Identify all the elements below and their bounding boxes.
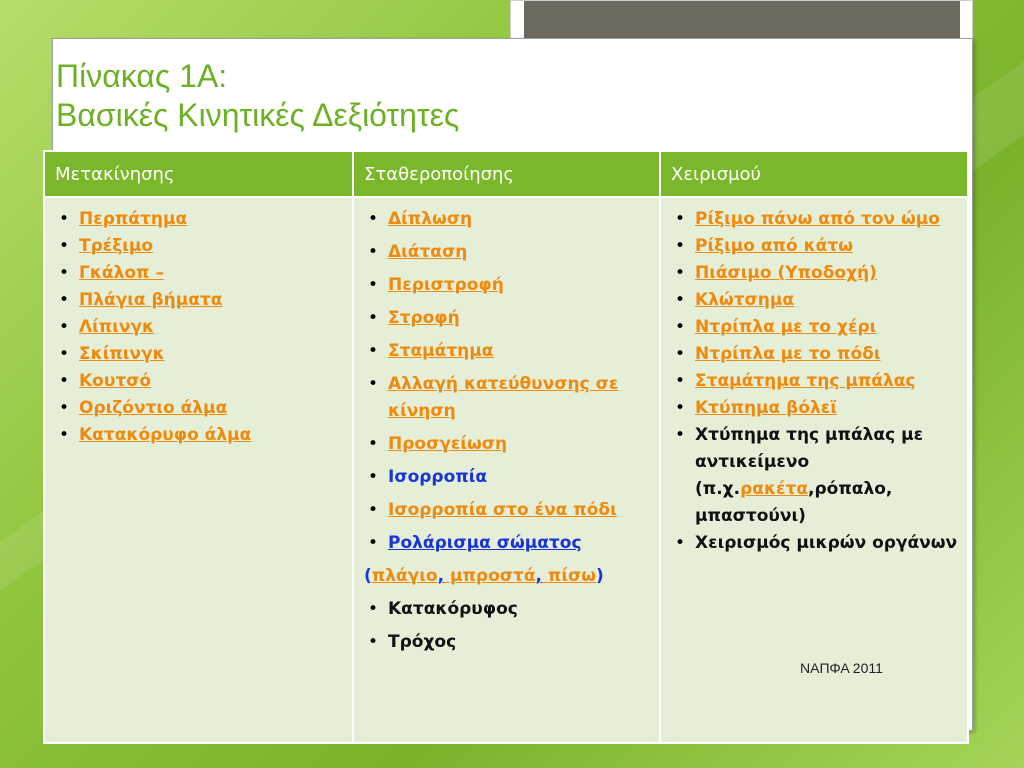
list-item bbox=[364, 497, 651, 524]
skill-link-volley[interactable]: Κτύπημα βόλεϊ bbox=[695, 398, 837, 418]
skill-strike-post: ,ρόπαλο, μπαστούνι) bbox=[695, 479, 893, 526]
skill-link-ball-stopping[interactable]: Σταμάτημα της μπάλας bbox=[695, 371, 916, 391]
skill-link-vertical-jump[interactable]: Κατακόρυφο άλμα bbox=[79, 425, 252, 445]
skill-link-rotation[interactable]: Περιστροφή bbox=[388, 275, 504, 295]
list-item bbox=[671, 260, 959, 287]
slide-title bbox=[56, 57, 459, 135]
list-item bbox=[364, 338, 651, 365]
skill-link-leaping[interactable]: Λίπινγκ bbox=[79, 317, 155, 337]
locomotion-list bbox=[55, 206, 344, 449]
skill-small-tools: Χειρισμός μικρών οργάνων bbox=[695, 533, 958, 553]
skill-wheel: Τρόχος bbox=[388, 632, 457, 652]
list-item bbox=[364, 530, 651, 557]
skill-link-side-steps[interactable]: Πλάγια βήματα bbox=[79, 290, 223, 310]
skill-balance: Ισορροπία bbox=[388, 467, 488, 487]
roll-side-link[interactable]: πλάγιο bbox=[371, 566, 438, 586]
list-item bbox=[55, 341, 344, 368]
header-locomotion: Μετακίνησης bbox=[44, 151, 353, 197]
roll-directions-line bbox=[364, 563, 651, 590]
list-item bbox=[671, 530, 959, 557]
list-item bbox=[671, 341, 959, 368]
skill-link-landing[interactable]: Προσγείωση bbox=[388, 434, 508, 454]
skill-link-body-roll[interactable]: Ρολάρισμα σώματος bbox=[388, 533, 582, 553]
skill-vertical: Κατακόρυφος bbox=[388, 599, 518, 619]
skill-link-overhand-throw[interactable]: Ρίξιμο πάνω από τον ώμο bbox=[695, 209, 940, 229]
skill-link-stretching[interactable]: Διάταση bbox=[388, 242, 468, 262]
stability-list bbox=[364, 206, 651, 557]
skill-link-underhand-throw[interactable]: Ρίξιμο από κάτω bbox=[695, 236, 853, 256]
skill-link-stopping[interactable]: Σταμάτημα bbox=[388, 341, 494, 361]
skill-link-foot-dribble[interactable]: Ντρίπλα με το πόδι bbox=[695, 344, 881, 364]
title-line-2: Βασικές Κινητικές Δεξιότητες bbox=[56, 97, 460, 133]
list-item bbox=[55, 233, 344, 260]
skill-link-bending[interactable]: Δίπλωση bbox=[388, 209, 473, 229]
list-item bbox=[671, 206, 959, 233]
cell-locomotion bbox=[44, 197, 353, 743]
list-item bbox=[671, 314, 959, 341]
comma: , bbox=[535, 566, 542, 586]
list-item bbox=[55, 314, 344, 341]
table-header-row bbox=[44, 151, 968, 197]
list-item bbox=[671, 233, 959, 260]
skill-link-horizontal-jump[interactable]: Οριζόντιο άλμα bbox=[79, 398, 228, 418]
list-item bbox=[364, 272, 651, 299]
list-item bbox=[671, 422, 959, 530]
list-item bbox=[671, 368, 959, 395]
list-item bbox=[671, 395, 959, 422]
skill-strike-pre: Χτύπημα της μπάλας με αντικείμενο (π.χ. bbox=[695, 425, 924, 499]
paren-close: ) bbox=[596, 566, 604, 586]
list-item bbox=[364, 431, 651, 458]
racket-link[interactable]: ρακέτα bbox=[740, 479, 809, 499]
list-item bbox=[364, 239, 651, 266]
comma: , bbox=[437, 566, 445, 586]
list-item bbox=[671, 287, 959, 314]
list-item bbox=[55, 260, 344, 287]
skill-link-one-foot-balance[interactable]: Ισορροπία στο ένα πόδι bbox=[388, 500, 617, 520]
roll-back-link[interactable]: πίσω bbox=[542, 566, 597, 586]
list-item bbox=[364, 371, 651, 425]
manipulation-list bbox=[671, 206, 959, 557]
list-item bbox=[55, 206, 344, 233]
skill-link-change-direction[interactable]: Αλλαγή κατεύθυνσης σε κίνηση bbox=[388, 374, 619, 421]
paren-open: ( bbox=[364, 566, 372, 586]
header-manipulation: Χειρισμού bbox=[660, 151, 968, 197]
skill-link-walking[interactable]: Περπάτημα bbox=[79, 209, 188, 229]
skill-link-skipping[interactable]: Σκίπινγκ bbox=[79, 344, 165, 364]
skill-link-gallop[interactable]: Γκάλοπ – bbox=[79, 263, 164, 283]
skill-link-kicking[interactable]: Κλώτσημα bbox=[695, 290, 795, 310]
cell-stability bbox=[353, 197, 660, 743]
list-item bbox=[55, 422, 344, 449]
list-item bbox=[364, 596, 651, 623]
skill-link-hopping[interactable]: Κουτσό bbox=[79, 371, 152, 391]
list-item bbox=[55, 395, 344, 422]
list-item bbox=[364, 629, 651, 656]
skills-table bbox=[43, 150, 969, 744]
title-line-1: Πίνακας 1Α: bbox=[56, 58, 228, 94]
list-item bbox=[364, 464, 651, 491]
credit-text: ΝΑΠΦΑ 2011 bbox=[800, 660, 883, 676]
header-stability: Σταθεροποίησης bbox=[353, 151, 660, 197]
roll-forward-link[interactable]: μπροστά bbox=[444, 566, 536, 586]
skill-link-hand-dribble[interactable]: Ντρίπλα με το χέρι bbox=[695, 317, 877, 337]
skill-link-turning[interactable]: Στροφή bbox=[388, 308, 460, 328]
skill-link-running[interactable]: Τρέξιμο bbox=[79, 236, 154, 256]
skill-link-catching[interactable]: Πιάσιμο (Υποδοχή) bbox=[695, 263, 877, 283]
list-item bbox=[364, 206, 651, 233]
list-item bbox=[364, 305, 651, 332]
stability-list-extra bbox=[364, 596, 651, 656]
list-item bbox=[55, 287, 344, 314]
list-item bbox=[55, 368, 344, 395]
